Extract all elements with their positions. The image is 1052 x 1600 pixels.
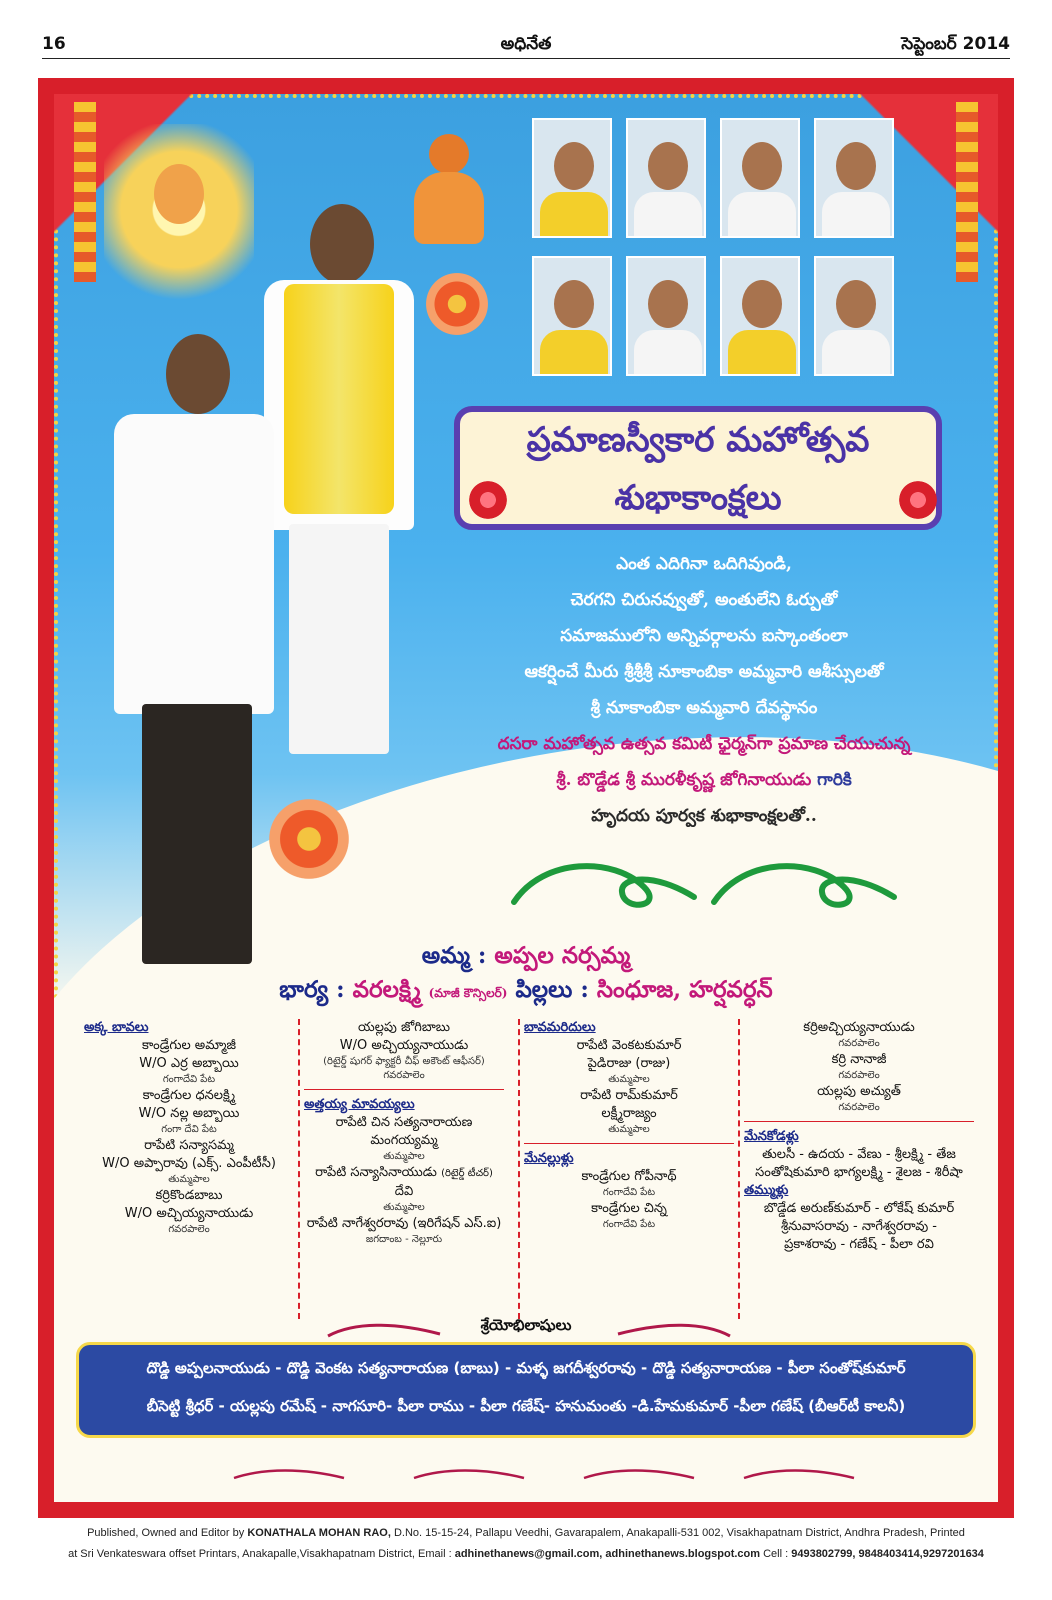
relative-name: కర్రి నానాజీ: [831, 1052, 887, 1067]
section-heading: అక్క బావలు: [84, 1020, 149, 1035]
leader-photo: [814, 256, 894, 376]
relatives-column-4: [744, 1019, 974, 1254]
relative-title: (రిటైర్డ్ షుగర్ ఫ్యాక్టరీ చీఫ్ అకౌంట్ ఆఫీసర్): [323, 1056, 485, 1067]
wife-label: భార్య :: [279, 976, 345, 1003]
message-line-1: ఎంత ఎదిగినా ఒదిగివుండి,: [616, 554, 792, 574]
well-wishers-line-2: బీసెట్టి శ్రీధర్ - యల్లపు రమేష్ - నాగసూరి- పీలా రాము - పీలా గణేష్- హనుమంతు -డి.హేమకుమార్ -పీలా గణేష్ (బీఆర్‌టీ కాలనీ): [146, 1397, 906, 1415]
leader-photo: [532, 118, 612, 238]
relative-name: రాపేటి రామ్‌కుమార్: [580, 1088, 678, 1103]
message-line-7: [424, 770, 984, 794]
relative-name: కాండ్రేగుల అమ్మాజీ: [142, 1038, 236, 1053]
column-divider: [518, 1019, 520, 1319]
editor-name: KONATHALA MOHAN RAO,: [247, 1527, 391, 1539]
rose-right-icon: [896, 478, 940, 522]
mother-line: [54, 942, 998, 975]
honoree-suffix: గారికి: [817, 770, 852, 790]
children-names: సింధూజ, హర్షవర్ధన్: [596, 976, 773, 1003]
relative-name: యల్లపు జోగిబాబు: [357, 1020, 451, 1035]
message-line-4: ఆకర్షించే మీరు శ్రీశ్రీశ్రీ నూకాంబికా అమ్మవారి ఆశీస్సులతో: [524, 662, 884, 682]
place-name: గవరపాలెం: [168, 1224, 210, 1235]
place-name: తుమ్మపాల: [608, 1074, 650, 1085]
section-heading: తమ్ముళ్లు: [744, 1183, 789, 1198]
well-wishers-title: శ్రేయోభిలాషులు: [480, 1316, 572, 1334]
host-photo: [94, 334, 294, 994]
place-name: తుమ్మపాల: [383, 1202, 425, 1213]
flower-bouquet-top: [422, 269, 492, 339]
place-name: గంగాదేవి పేట: [602, 1187, 656, 1198]
relative-name: రాపేటి వెంకటకుమార్: [576, 1038, 682, 1053]
well-wishers-line-1: దొడ్డి అప్పలనాయుడు - దొడ్డి వెంకట సత్యనారాయణ (బాబు) - మళ్ళ జగదీశ్వరరావు - దొడ్డి సత్యనారాయణ - పీలా సంతోష్‌కుమార్: [146, 1359, 906, 1377]
wife-name: వరలక్ష్మి: [352, 976, 421, 1003]
relative-name: సంతోషికుమారి భాగ్యలక్ష్మి - శైలజ - శిరీషా: [755, 1165, 963, 1180]
place-name: గవరపాలెం: [838, 1102, 880, 1113]
column-divider: [298, 1019, 300, 1319]
heading-line-2: శుభాకాంక్షలు: [614, 478, 782, 518]
place-name: గంగాదేవి పేట: [162, 1074, 216, 1085]
leader-photo: [720, 256, 800, 376]
column-divider: [738, 1019, 740, 1319]
section-heading: మేనల్లుళ్లు: [524, 1151, 574, 1166]
header-rule: [42, 58, 1010, 59]
relative-name: తులసీ - ఉదయ - వేణు - శ్రీలక్ష్మి - తేజ: [762, 1147, 956, 1162]
relative-name: W/O ఎర్ర అబ్బాయి: [139, 1056, 239, 1071]
flower-bouquet-bottom: [264, 794, 354, 884]
heading-line-1: ప్రమాణస్వీకార మహోత్సవ: [526, 420, 870, 460]
goddess-image: [104, 124, 254, 314]
imprint-line-1: Published, Owned and Editor by KONATHALA MOHAN RAO, D.No. 15-15-24, Pallapu Veedhi, Gavarapalem, Anakapalli-531 002, Visakhapatnam District, Andhra Pradesh, Printed: [87, 1527, 965, 1539]
phone-numbers: 9493802799, 9848403414,9297201634: [791, 1548, 984, 1560]
section-heading: బావమరిదులు: [524, 1020, 596, 1035]
greeting-heading-box: [454, 406, 942, 530]
relatives-column-2: [304, 1019, 504, 1247]
email-link: adhinethanews@gmail.com, adhinethanews.blogspot.com: [454, 1548, 761, 1560]
page-header: [42, 34, 1010, 60]
place-name: గంగాదేవి పేట: [602, 1219, 656, 1230]
relative-name: శ్రీనువాసరావు - నాగేశ్వరరావు -: [781, 1219, 937, 1234]
message-line-5: శ్రీ నూకాంబికా అమ్మవారి దేవస్థానం: [590, 698, 818, 718]
relative-name: లక్ష్మీరాజ్యం: [601, 1106, 657, 1121]
leader-photo: [720, 118, 800, 238]
section-rule: [304, 1089, 504, 1090]
swirl-ornament-right: [614, 1320, 734, 1344]
relative-name: కర్రిఅచ్చియ్యనాయుడు: [803, 1020, 915, 1035]
message-line-8: హృదయ పూర్వక శుభాకాంక్షలతో..: [591, 806, 817, 826]
wife-children-line: [54, 976, 998, 1009]
section-rule: [524, 1143, 734, 1144]
relatives-column-3: [524, 1019, 734, 1232]
section-heading: మేనకోడళ్లు: [744, 1129, 799, 1144]
relative-name: రాపేటి చిన సత్యనారాయణ: [335, 1115, 473, 1130]
place-name: తుమ్మపాల: [168, 1174, 210, 1185]
honoree-name: శ్రీ. బొడ్డేడ శ్రీ మురళీకృష్ణ జోగినాయుడు: [556, 770, 812, 790]
well-wishers-band: [76, 1342, 976, 1438]
relative-name: ప్రకాశరావు - గణేష్ - పీలా రవి: [784, 1237, 934, 1252]
mother-name: అప్పల నర్సమ్మ: [494, 942, 631, 969]
relative-name: మంగయ్యమ్మ: [370, 1133, 438, 1148]
relative-name: కాండ్రేగుల గోపీనాథ్: [581, 1169, 677, 1184]
leader-photo: [626, 118, 706, 238]
relative-name: దేవి: [394, 1184, 414, 1199]
relative-name: కాండ్రేగుల చిన్న: [591, 1201, 667, 1216]
wife-tag: (మాజీ కౌన్సిలర్): [428, 986, 508, 1000]
mother-label: అమ్మ :: [421, 942, 487, 969]
leader-photo: [626, 256, 706, 376]
relative-name: పైడిరాజు (రాజు): [587, 1056, 671, 1071]
rose-left-icon: [466, 478, 510, 522]
flourish-ornament: [504, 852, 904, 922]
leader-photo: [814, 118, 894, 238]
place-name: గవరపాలెం: [383, 1070, 425, 1081]
relative-name: రాపేటి నాగేశ్వరరావు (ఇరిగేషన్ ఎస్.ఐ): [306, 1216, 502, 1231]
publication-title: అధినేత: [500, 34, 552, 54]
relative-name: W/O అచ్చియ్యనాయుడు: [124, 1206, 254, 1221]
relative-name: యల్లపు అచ్యుత్: [817, 1084, 901, 1099]
imprint-line-2: at Sri Venkateswara offset Printars, Anakapalle,Visakhapatnam District, Email : adhinethanews@gmail.com, adhinethanews.blogspot.com Cell : 9493802799, 9848403414,9297201634: [68, 1548, 984, 1560]
leaders-photo-grid: [532, 118, 992, 398]
issue-date: సెప్టెంబర్ 2014: [901, 34, 1010, 54]
relative-name: రాపేటి సన్యాసినాయుడు (రిటైర్డ్ టీచర్): [315, 1165, 493, 1180]
place-name: తుమ్మపాల: [383, 1151, 425, 1162]
relative-name: కర్రికొండబాబు: [155, 1188, 223, 1203]
section-rule: [744, 1121, 974, 1122]
advertisement-frame: [38, 78, 1014, 1518]
message-line-2: చెరగని చిరునవ్వుతో, అంతులేని ఓర్పుతో: [570, 590, 838, 610]
garland-left: [74, 102, 96, 282]
relative-name: రాపేటి సన్యాసమ్మ: [144, 1138, 234, 1153]
children-label: పిల్లలు :: [515, 976, 589, 1003]
relatives-column-1: [84, 1019, 294, 1237]
relative-name: W/O అప్పారావు (ఎక్స్. ఎంపీటీసీ): [102, 1156, 276, 1171]
relative-name: W/O అచ్చియ్యనాయుడు: [339, 1038, 469, 1053]
place-name: తుమ్మపాల: [608, 1124, 650, 1135]
relative-name: కాండ్రేగుల ధనలక్ష్మి: [142, 1088, 236, 1103]
message-line-6: దసరా మహోత్సవ ఉత్సవ కమిటీ ఛైర్మన్‌గా ప్రమాణ చేయుచున్న: [497, 734, 911, 754]
place-name: గవరపాలెం: [838, 1038, 880, 1049]
relative-name: W/O నల్ల అబ్బాయి: [138, 1106, 240, 1121]
bottom-swirl-ornaments: [224, 1464, 864, 1488]
place-name: గంగా దేవి పేట: [161, 1124, 217, 1135]
place-name: జగదాంబ - నెల్లూరు: [365, 1234, 443, 1245]
place-name: గవరపాలెం: [838, 1070, 880, 1081]
page-number: 16: [42, 34, 66, 54]
leader-photo: [532, 256, 612, 376]
section-heading: అత్తయ్య మావయ్యలు: [304, 1097, 415, 1112]
message-line-3: సమాజములోని అన్నివర్గాలను ఐస్కాంతంలా: [560, 626, 848, 646]
relative-name: బొడ్డేడ అరుణ్‌కుమార్ - లోకేష్ కుమార్: [763, 1201, 955, 1216]
